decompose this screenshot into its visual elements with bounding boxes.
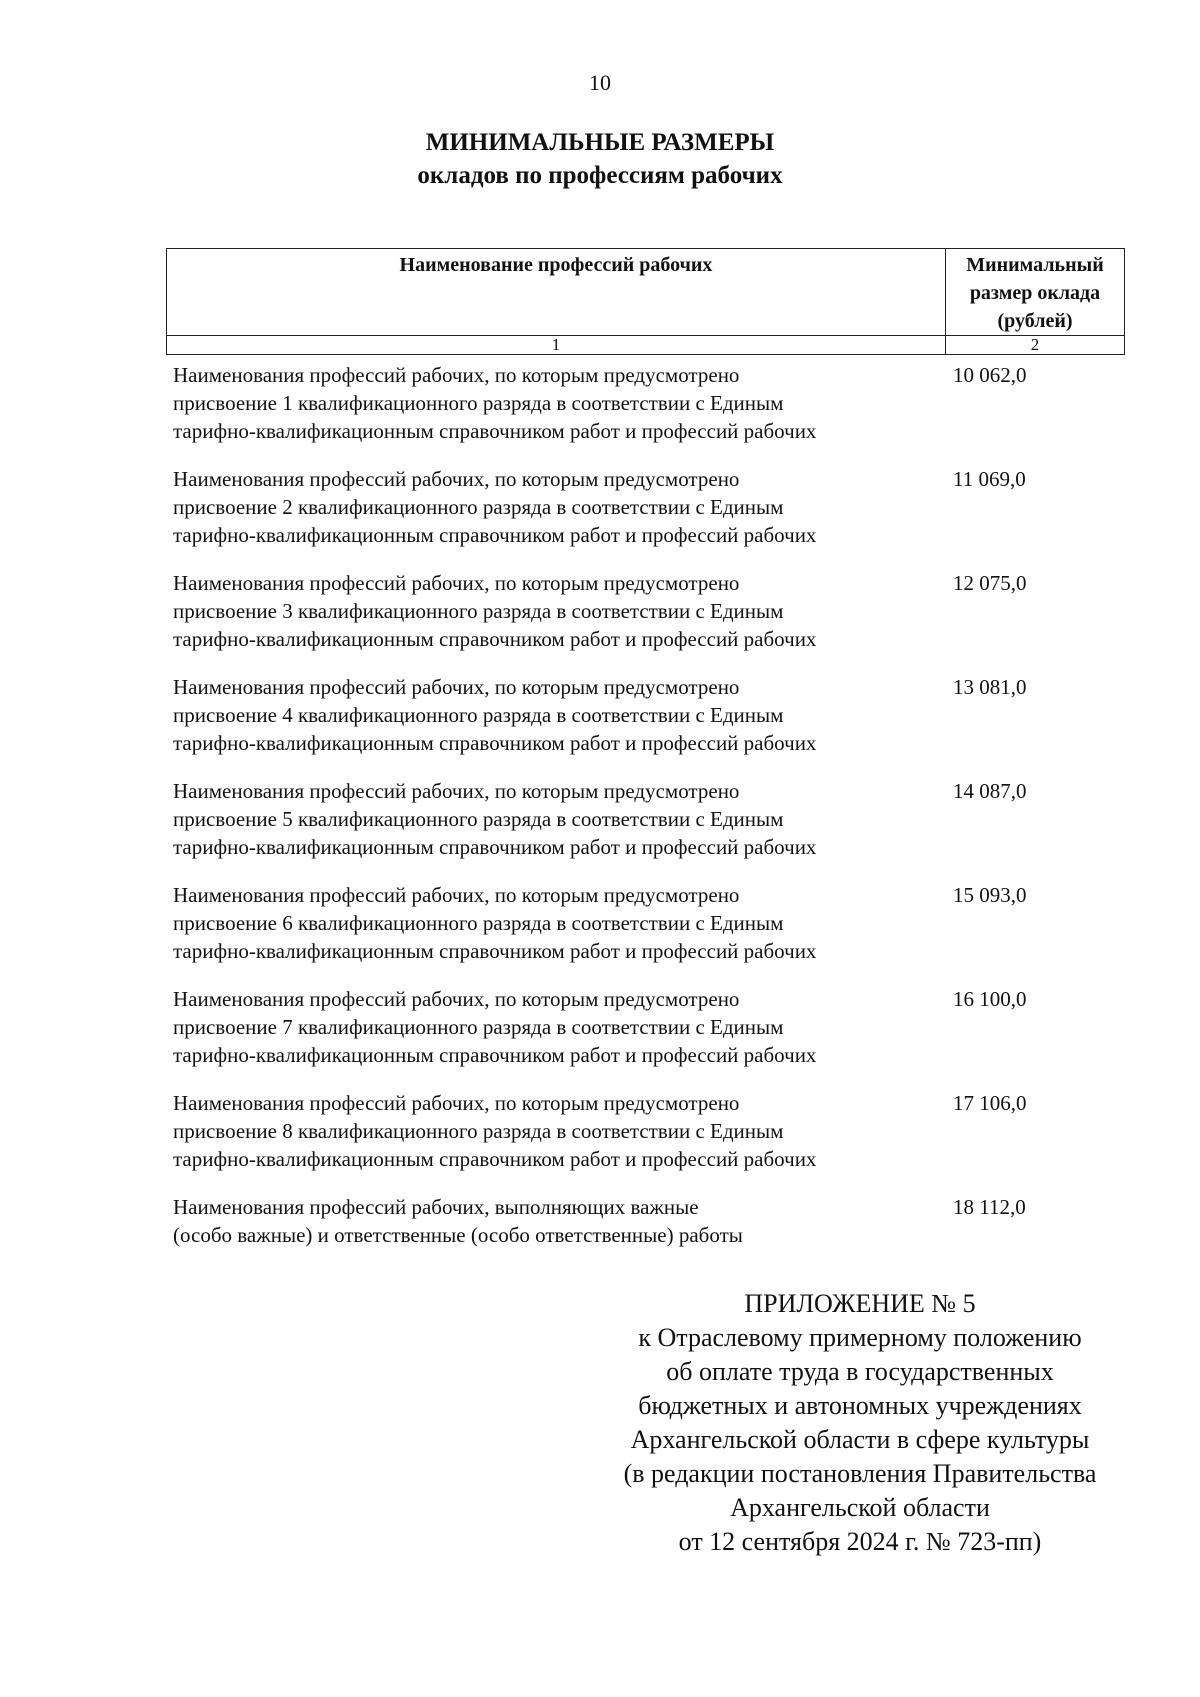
profession-description-line: тарифно-квалификационным справочником работ и профессий рабочих [173,627,817,651]
profession-description-line: присвоение 5 квалификационного разряда в соответствии с Единым [173,807,784,831]
page-number: 10 [589,70,611,95]
profession-description-line: тарифно-квалификационным справочником работ и профессий рабочих [173,731,817,755]
table-row [173,1089,1123,1173]
profession-description-line: присвоение 1 квалификационного разряда в соответствии с Единым [173,391,784,415]
profession-description-line: Наименования профессий рабочих, выполняющих важные [173,1195,699,1219]
profession-description-line: Наименования профессий рабочих, по которым предусмотрено [173,571,740,595]
table-row [173,569,1123,653]
table-row [173,465,1123,549]
table-row [173,881,1123,965]
profession-description-line: присвоение 3 квалификационного разряда в соответствии с Единым [173,599,784,623]
profession-description-line: тарифно-квалификационным справочником работ и профессий рабочих [173,523,817,547]
column-number-1: 1 [167,336,946,355]
title-line-2: окладов по профессиям рабочих [417,162,783,189]
salary-value: 14 087,0 [953,779,1027,803]
salary-value: 17 106,0 [953,1091,1027,1115]
table-row [173,673,1123,757]
profession-description [173,673,943,757]
salary-value: 12 075,0 [953,571,1027,595]
profession-description-line: тарифно-квалификационным справочником работ и профессий рабочих [173,419,817,443]
appendix-line: от 12 сентября 2024 г. № 723-пп) [678,1527,1042,1556]
salary-value: 15 093,0 [953,883,1027,907]
salary-value: 13 081,0 [953,675,1027,699]
profession-description [173,361,943,445]
profession-description-line: Наименования профессий рабочих, по которым предусмотрено [173,779,740,803]
header-min-salary-line-3: (рублей) [997,310,1073,332]
document-title [0,126,1200,192]
profession-description-line: Наименования профессий рабочих, по которым предусмотрено [173,883,740,907]
appendix-line: об оплате труда в государственных [666,1357,1054,1386]
header-profession-name: Наименование профессий рабочих [167,249,946,336]
profession-description-line: присвоение 8 квалификационного разряда в соответствии с Единым [173,1119,784,1143]
title-line-1: МИНИМАЛЬНЫЕ РАЗМЕРЫ [425,129,775,156]
table-row [173,1193,1123,1249]
appendix-line: к Отраслевому примерному положению [638,1323,1082,1352]
header-min-salary [946,249,1125,336]
profession-description-line: присвоение 6 квалификационного разряда в соответствии с Единым [173,911,784,935]
salary-value: 10 062,0 [953,363,1027,387]
salary-value: 18 112,0 [953,1195,1026,1219]
profession-description-line: Наименования профессий рабочих, по которым предусмотрено [173,675,740,699]
appendix-line: бюджетных и автономных учреждениях [638,1391,1082,1420]
header-min-salary-line-1: Минимальный [966,254,1104,276]
table-row [173,777,1123,861]
profession-description-line: тарифно-квалификационным справочником работ и профессий рабочих [173,1147,817,1171]
profession-description [173,465,943,549]
salary-value: 11 069,0 [953,467,1026,491]
profession-description-line: Наименования профессий рабочих, по которым предусмотрено [173,363,740,387]
profession-description [173,881,943,965]
appendix-block [580,1287,1140,1559]
profession-description-line: тарифно-квалификационным справочником работ и профессий рабочих [173,939,817,963]
profession-description-line: тарифно-квалификационным справочником работ и профессий рабочих [173,835,817,859]
column-number-2: 2 [946,336,1125,355]
profession-description-line: присвоение 4 квалификационного разряда в соответствии с Единым [173,703,784,727]
appendix-line: Архангельской области в сфере культуры [630,1425,1090,1454]
profession-description-line: Наименования профессий рабочих, по которым предусмотрено [173,467,740,491]
appendix-line: (в редакции постановления Правительства [623,1459,1097,1488]
salary-rows [173,361,1123,1269]
salary-value: 16 100,0 [953,987,1027,1011]
profession-description [173,1089,943,1173]
table-row [173,361,1123,445]
profession-description-line: присвоение 7 квалификационного разряда в соответствии с Единым [173,1015,784,1039]
profession-description-line: Наименования профессий рабочих, по которым предусмотрено [173,987,740,1011]
table-header [166,248,1125,355]
profession-description [173,777,943,861]
appendix-title: ПРИЛОЖЕНИЕ № 5 [744,1289,976,1318]
appendix-line: Архангельской области [730,1493,990,1522]
profession-description [173,569,943,653]
profession-description-line: присвоение 2 квалификационного разряда в соответствии с Единым [173,495,784,519]
profession-description-line: Наименования профессий рабочих, по которым предусмотрено [173,1091,740,1115]
profession-description-line: тарифно-квалификационным справочником работ и профессий рабочих [173,1043,817,1067]
profession-description-line: (особо важные) и ответственные (особо ответственные) работы [173,1223,743,1247]
table-row [173,985,1123,1069]
profession-description [173,985,943,1069]
profession-description [173,1193,943,1249]
header-min-salary-line-2: размер оклада [969,282,1101,304]
